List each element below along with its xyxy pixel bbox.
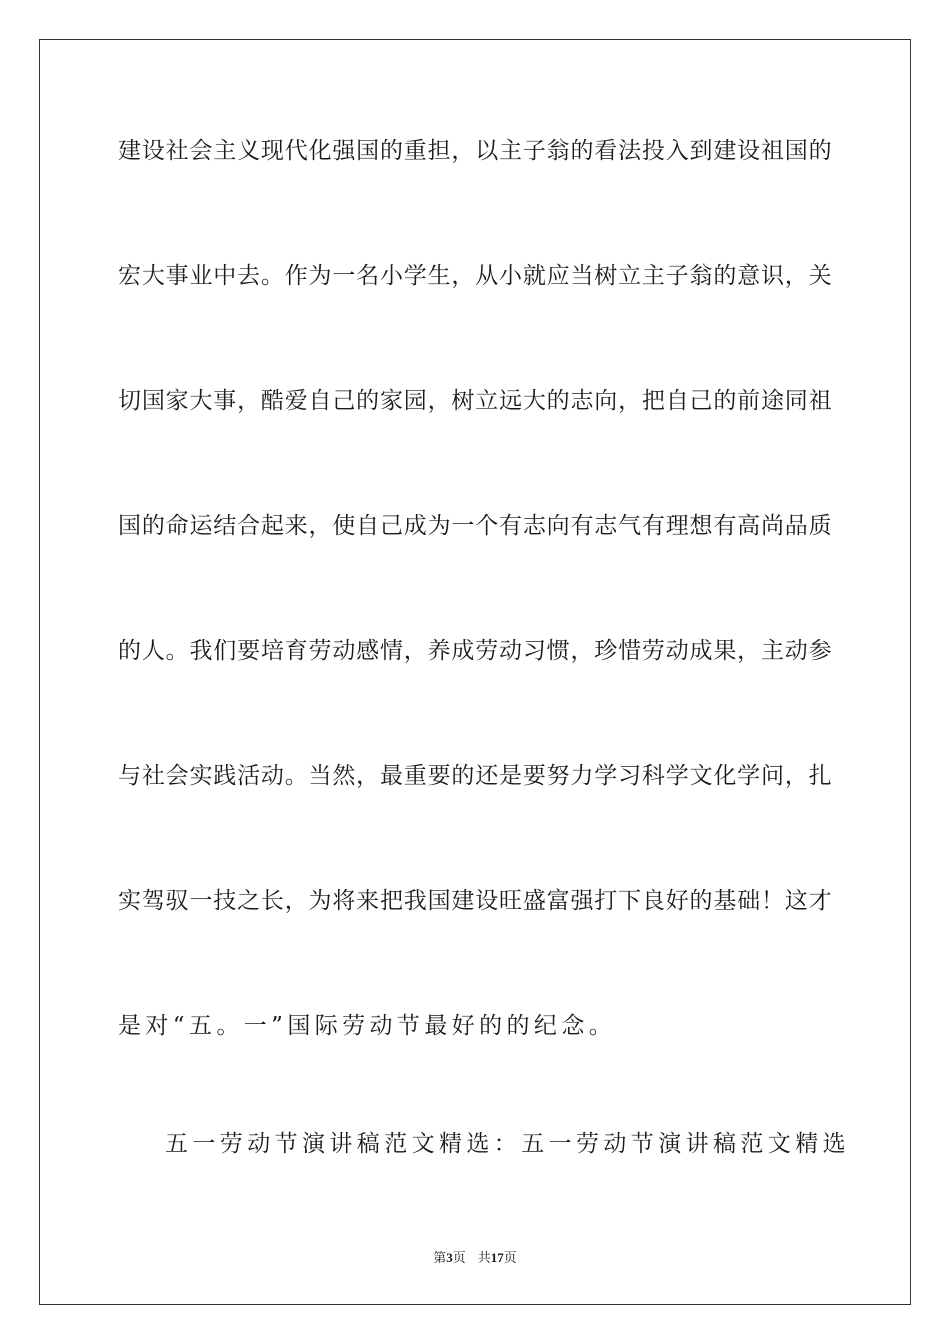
total-pages: 17	[490, 1250, 504, 1265]
text-line-7: 实 驾 驭 一 技 之 长 ， 为 将 来 把 我 国 建 设 旺 盛 富 强 打 下 良 好 的 基 础 ！ 这 才	[118, 888, 832, 914]
text-line-3: 切 国 家 大 事 ， 酷 爱 自 己 的 家 园 ， 树 立 远 大 的 志 向 ， 把 自 己 的 前 途 同 祖	[118, 388, 832, 414]
text-line-6: 与 社 会 实 践 活 动 。 当 然 ， 最 重 要 的 还 是 要 努 力 学 习 科 学 文 化 学 问 ， 扎	[118, 763, 832, 789]
text-line-4: 国 的 命 运 结 合 起 来 ， 使 自 己 成 为 一 个 有 志 向 有 志 气 有 理 想 有 高 尚 品 质	[118, 513, 832, 539]
total-prefix: 共	[477, 1250, 491, 1265]
text-line-1: 建 设 社 会 主 义 现 代 化 强 国 的 重 担 ， 以 主 子 翁 的 看 法 投 入 到 建 设 祖 国 的	[118, 138, 832, 164]
page-border	[39, 39, 911, 1305]
text-line-8: 是对“五。一”国际劳动节最好的的纪念。	[118, 1013, 617, 1039]
total-suffix: 页	[503, 1250, 517, 1265]
page-footer	[0, 1247, 950, 1266]
page-prefix: 第	[433, 1250, 447, 1265]
page-number: 3	[446, 1250, 453, 1265]
page-suffix: 页	[452, 1250, 466, 1265]
text-line-5: 的 人 。 我 们 要 培 育 劳 动 感 情 ， 养 成 劳 动 习 惯 ， 珍 惜 劳 动 成 果 ， 主 动 参	[118, 638, 832, 664]
text-line-2: 宏 大 事 业 中 去 。 作 为 一 名 小 学 生 ， 从 小 就 应 当 树 立 主 子 翁 的 意 识 ， 关	[118, 263, 832, 289]
section-title: 五一劳动节演讲稿范文精选：五一劳动节演讲稿范文精选	[165, 1131, 850, 1157]
